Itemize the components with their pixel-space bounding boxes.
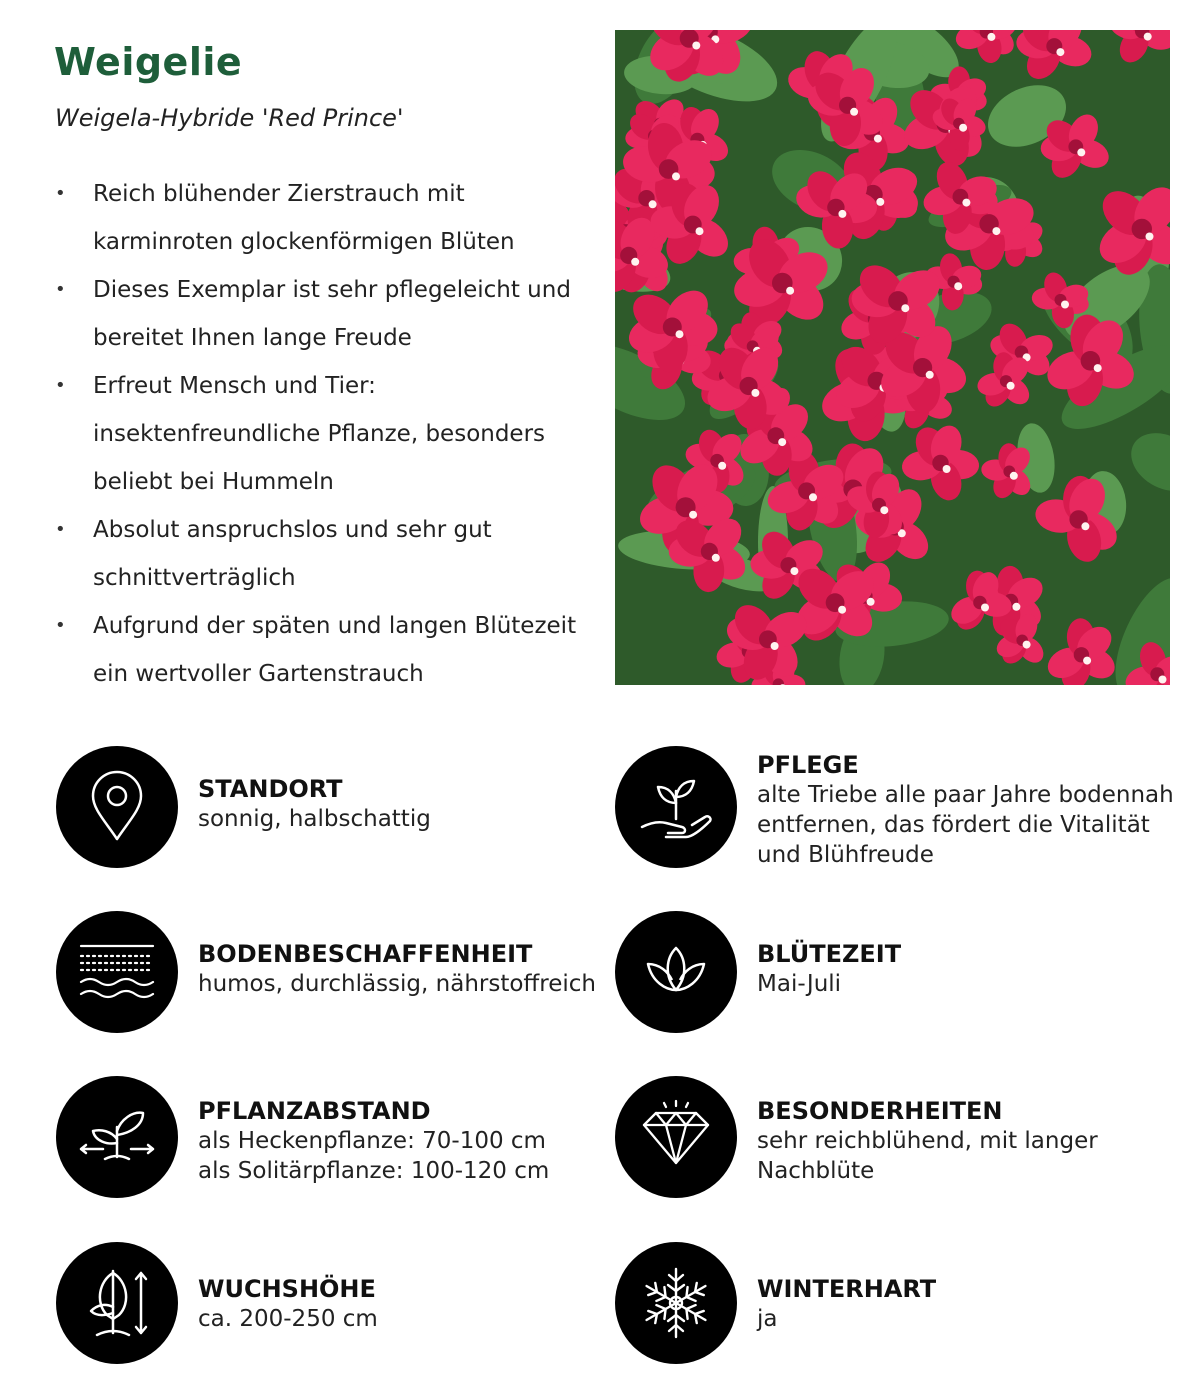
location-pin-icon — [56, 746, 178, 868]
product-photo — [615, 30, 1170, 685]
attribute-abstand — [56, 1076, 616, 1206]
feature-line: bereitet Ihnen lange Freude — [93, 325, 412, 351]
attribute-label: BODENBESCHAFFENHEIT — [198, 940, 533, 968]
attribute-value: ca. 200-250 cm — [198, 1306, 378, 1332]
feature-item — [55, 266, 595, 362]
attribute-value: als Solitärpflanze: 100-120 cm — [198, 1158, 550, 1184]
attribute-value: entfernen, das fördert die Vitalität — [757, 812, 1150, 838]
feature-line: Reich blühender Zierstrauch mit — [93, 181, 465, 207]
snowflake-icon — [615, 1242, 737, 1364]
attribute-value: humos, durchlässig, nährstoffreich — [198, 971, 596, 997]
attribute-value: sehr reichblühend, mit langer — [757, 1128, 1098, 1154]
tree-height-icon — [56, 1242, 178, 1364]
feature-line: Aufgrund der späten und langen Blütezeit — [93, 613, 577, 639]
feature-item — [55, 506, 595, 602]
attribute-bluetezeit — [615, 911, 1175, 1041]
attribute-label: WUCHSHÖHE — [198, 1275, 376, 1303]
attribute-label: BLÜTEZEIT — [757, 940, 902, 968]
feature-item — [55, 170, 595, 266]
attribute-value: und Blühfreude — [757, 842, 934, 868]
feature-item — [55, 362, 595, 506]
attribute-besonderheiten — [615, 1076, 1175, 1206]
feature-item — [55, 602, 595, 698]
attribute-boden — [56, 911, 616, 1041]
attribute-label: PFLEGE — [757, 751, 859, 779]
attribute-value: als Heckenpflanze: 70-100 cm — [198, 1128, 546, 1154]
lotus-flower-icon — [615, 911, 737, 1033]
feature-line: karminroten glockenförmigen Blüten — [93, 229, 515, 255]
attribute-wuchshoehe — [56, 1242, 616, 1372]
attribute-value: ja — [757, 1306, 778, 1332]
feature-line: insektenfreundliche Pflanze, besonders — [93, 421, 546, 447]
diamond-icon — [615, 1076, 737, 1198]
feature-line: beliebt bei Hummeln — [93, 469, 334, 495]
feature-line: ein wertvoller Gartenstrauch — [93, 661, 424, 687]
seedling-hand-icon — [615, 746, 737, 868]
feature-line: schnittverträglich — [93, 565, 296, 591]
feature-list — [55, 170, 595, 698]
feature-line: Dieses Exemplar ist sehr pflegeleicht und — [93, 277, 571, 303]
attribute-winterhart — [615, 1242, 1175, 1372]
attribute-value: Nachblüte — [757, 1158, 875, 1184]
feature-line: Erfreut Mensch und Tier: — [93, 373, 376, 399]
attribute-value: sonnig, halbschattig — [198, 806, 431, 832]
attribute-value: Mai-Juli — [757, 971, 842, 997]
feature-line: Absolut anspruchslos und sehr gut — [93, 517, 492, 543]
soil-layers-icon — [56, 911, 178, 1033]
attribute-pflege — [615, 746, 1175, 876]
attribute-value: alte Triebe alle paar Jahre bodennah — [757, 782, 1174, 808]
botanical-name: Weigela-Hybride 'Red Prince' — [55, 104, 404, 132]
attribute-label: PFLANZABSTAND — [198, 1097, 431, 1125]
attribute-label: BESONDERHEITEN — [757, 1097, 1003, 1125]
attribute-standort — [56, 746, 616, 876]
flower-illustration — [615, 30, 1170, 685]
plant-spacing-icon — [56, 1076, 178, 1198]
attribute-label: WINTERHART — [757, 1275, 937, 1303]
attribute-label: STANDORT — [198, 775, 343, 803]
page-title: Weigelie — [54, 40, 243, 84]
